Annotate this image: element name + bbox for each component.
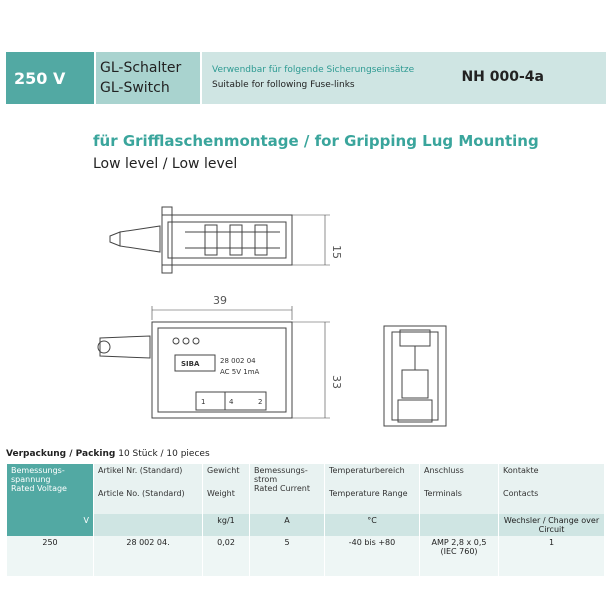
packing-info bbox=[6, 449, 210, 459]
brand-logo-text: SIBA bbox=[181, 360, 200, 368]
dim-height: 33 bbox=[330, 375, 343, 389]
data-cell: 1 bbox=[499, 536, 605, 576]
unit-cell: A bbox=[250, 514, 325, 536]
unit-cell: Wechsler / Change over Circuit bbox=[499, 514, 605, 536]
fuse-description-de: Verwendbar für folgende Sicherungseinsätze bbox=[212, 65, 415, 75]
data-cell: 28 002 04. bbox=[94, 536, 203, 576]
spec-table bbox=[6, 464, 604, 576]
table-row bbox=[7, 536, 605, 576]
header-cell: Temperaturbereich Temperature Range bbox=[325, 464, 420, 514]
dim-height-top: 15 bbox=[330, 245, 343, 259]
data-cell: 0,02 bbox=[203, 536, 250, 576]
unit-cell bbox=[420, 514, 499, 536]
data-cell: 250 bbox=[7, 536, 94, 576]
table-header-row bbox=[7, 464, 605, 514]
front-view-drawing bbox=[384, 326, 446, 426]
fuse-description-en: Suitable for following Fuse-links bbox=[212, 80, 355, 90]
top-view-drawing bbox=[110, 207, 330, 273]
packing-label: Verpackung / Packing bbox=[6, 449, 116, 459]
data-cell: -40 bis +80 bbox=[325, 536, 420, 576]
header-cell: Anschluss Terminals bbox=[420, 464, 499, 514]
header-cell: Gewicht Weight bbox=[203, 464, 250, 514]
header-cell: Bemessungs- spannung Rated Voltage bbox=[7, 464, 94, 514]
packing-value: 10 Stück / 10 pieces bbox=[118, 449, 210, 459]
table-unit-row bbox=[7, 514, 605, 536]
header-cell: Artikel Nr. (Standard) Article No. (Standard) bbox=[94, 464, 203, 514]
voltage-text: 250 V bbox=[14, 68, 66, 88]
label-number: 28 002 04 bbox=[220, 357, 256, 365]
unit-cell: °C bbox=[325, 514, 420, 536]
product-name-en: GL-Switch bbox=[100, 80, 170, 96]
terminal-1: 1 bbox=[201, 398, 206, 406]
dim-width: 39 bbox=[213, 294, 227, 307]
unit-cell: V bbox=[7, 514, 94, 536]
terminal-2: 2 bbox=[258, 398, 263, 406]
page-title: für Grifflaschenmontage / for Gripping Lug Mounting bbox=[93, 132, 539, 150]
data-cell: 5 bbox=[250, 536, 325, 576]
side-view-drawing bbox=[98, 306, 330, 418]
data-cell: AMP 2,8 x 0,5 (IEC 760) bbox=[420, 536, 499, 576]
fuse-code: NH 000-4a bbox=[461, 69, 544, 85]
page-subtitle: Low level / Low level bbox=[93, 156, 238, 172]
label-rating: AC 5V 1mA bbox=[220, 368, 260, 376]
header-cell: Bemessungs- strom Rated Current bbox=[250, 464, 325, 514]
unit-cell: kg/1 bbox=[203, 514, 250, 536]
terminal-4: 4 bbox=[229, 398, 234, 406]
product-name-de: GL-Schalter bbox=[100, 60, 182, 76]
unit-cell bbox=[94, 514, 203, 536]
header-cell: Kontakte Contacts bbox=[499, 464, 605, 514]
